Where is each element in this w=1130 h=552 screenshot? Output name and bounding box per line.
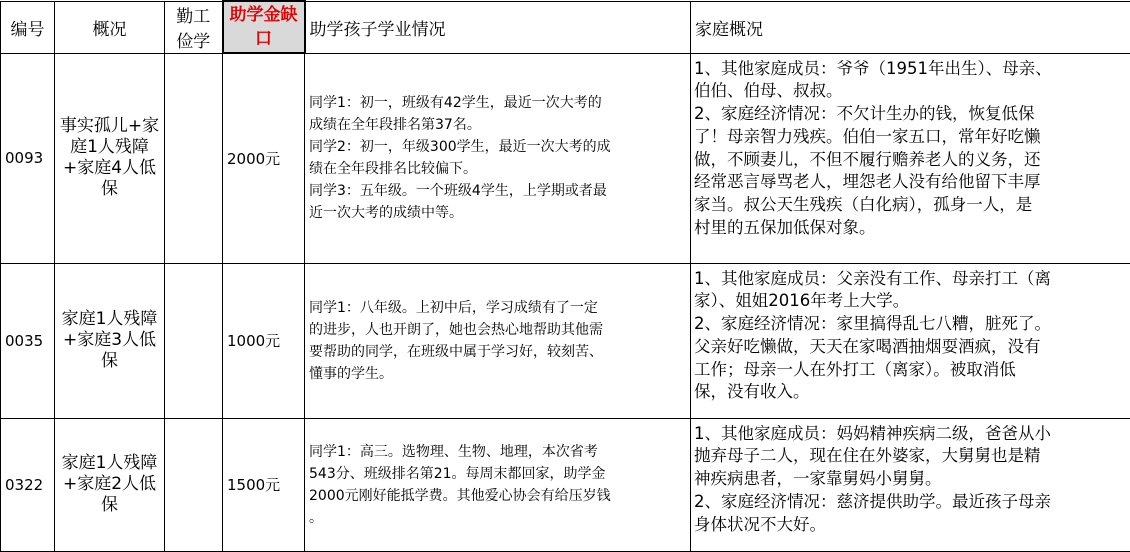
header-row (1, 1, 1130, 53)
row-family (691, 263, 1130, 418)
family-line: 神疾病患者，一家靠舅妈小舅舅。 (694, 468, 1127, 491)
row-id: 0035 (1, 263, 55, 418)
study-line: 同学2：初一，年级300学生，最近一次大考的成 (309, 136, 686, 158)
family-line: 工作；母亲一人在外打工（离家）。被取消低 (694, 359, 1127, 382)
header-study: 助学孩子学业情况 (305, 1, 691, 53)
header-gap: 助学金缺口 (223, 1, 305, 53)
row-family (691, 53, 1130, 263)
family-line: 身体状况不大好。 (694, 514, 1127, 537)
family-line: 村里的五保加低保对象。 (694, 217, 1127, 240)
study-line: 同学1：初一，班级有42学生，最近一次大考的 (309, 92, 686, 114)
row-study (305, 418, 691, 551)
row-gap: 1000元 (223, 263, 305, 418)
family-line: 保，没有收入。 (694, 381, 1127, 404)
family-line: 伯伯、伯母、叔叔。 (694, 80, 1127, 103)
header-family: 家庭概况 (691, 1, 1130, 53)
row-summary: 家庭1人残障+家庭3人低保 (55, 263, 165, 418)
row-id: 0093 (1, 53, 55, 263)
study-line: 近一次大考的成绩中等。 (309, 202, 686, 224)
row-work-study (165, 263, 223, 418)
family-line: 1、其他家庭成员：爷爷（1951年出生）、母亲、 (694, 58, 1127, 81)
family-line: 家当。叔公天生残疾（白化病），孤身一人，是 (694, 194, 1127, 217)
row-work-study (165, 53, 223, 263)
row-id: 0322 (1, 418, 55, 551)
row-gap: 1500元 (223, 418, 305, 551)
family-line: 2、家庭经济情况：慈济提供助学。最近孩子母亲 (694, 491, 1127, 514)
row-study (305, 263, 691, 418)
family-line: 父亲好吃懒做，天天在家喝酒抽烟耍酒疯，没有 (694, 336, 1127, 359)
header-id: 编号 (1, 1, 55, 53)
study-line: 同学3：五年级。一个班级4学生，上学期或者最 (309, 180, 686, 202)
study-line: 要帮助的同学，在班级中属于学习好，较刻苦、 (309, 341, 686, 363)
row-summary: 事实孤儿+家庭1人残障+家庭4人低保 (55, 53, 165, 263)
study-line: 同学1：高三。选物理、生物、地理，本次省考 (309, 441, 686, 463)
study-line: 2000元刚好能抵学费。其他爱心协会有给压岁钱 (309, 485, 686, 507)
family-line: 1、其他家庭成员：父亲没有工作、母亲打工（离 (694, 268, 1127, 291)
table-row (1, 53, 1130, 263)
table-row (1, 263, 1130, 418)
header-summary: 概况 (55, 1, 165, 53)
table-row (1, 418, 1130, 551)
header-work-study: 勤工俭学 (165, 1, 223, 53)
row-study (305, 53, 691, 263)
family-line: 经常恶言辱骂老人，埋怨老人没有给他留下丰厚 (694, 171, 1127, 194)
family-line: 2、家庭经济情况：不欠计生办的钱，恢复低保 (694, 103, 1127, 126)
family-line: 1、其他家庭成员：妈妈精神疾病二级，爸爸从小 (694, 423, 1127, 446)
study-line: 的进步，人也开朗了，她也会热心地帮助其他需 (309, 319, 686, 341)
study-line: 同学1：八年级。上初中后，学习成绩有了一定 (309, 297, 686, 319)
study-line: 绩在全年段排名比较偏下。 (309, 158, 686, 180)
family-line: 了！母亲智力残疾。伯伯一家五口，常年好吃懒 (694, 126, 1127, 149)
row-work-study (165, 418, 223, 551)
row-gap: 2000元 (223, 53, 305, 263)
family-line: 家）、姐姐2016年考上大学。 (694, 290, 1127, 313)
study-line: 543分、班级排名第21。每周末都回家，助学金 (309, 463, 686, 485)
row-family (691, 418, 1130, 551)
family-line: 2、家庭经济情况：家里搞得乱七八糟，脏死了。 (694, 313, 1127, 336)
study-line: 懂事的学生。 (309, 363, 686, 385)
study-line: 成绩在全年段排名第37名。 (309, 114, 686, 136)
study-line: 。 (309, 507, 686, 529)
row-summary: 家庭1人残障+家庭2人低保 (55, 418, 165, 551)
family-line: 抛弃母子二人，现在住在外婆家，大舅舅也是精 (694, 445, 1127, 468)
family-line: 做，不顾妻儿，不但不履行赡养老人的义务，还 (694, 149, 1127, 172)
